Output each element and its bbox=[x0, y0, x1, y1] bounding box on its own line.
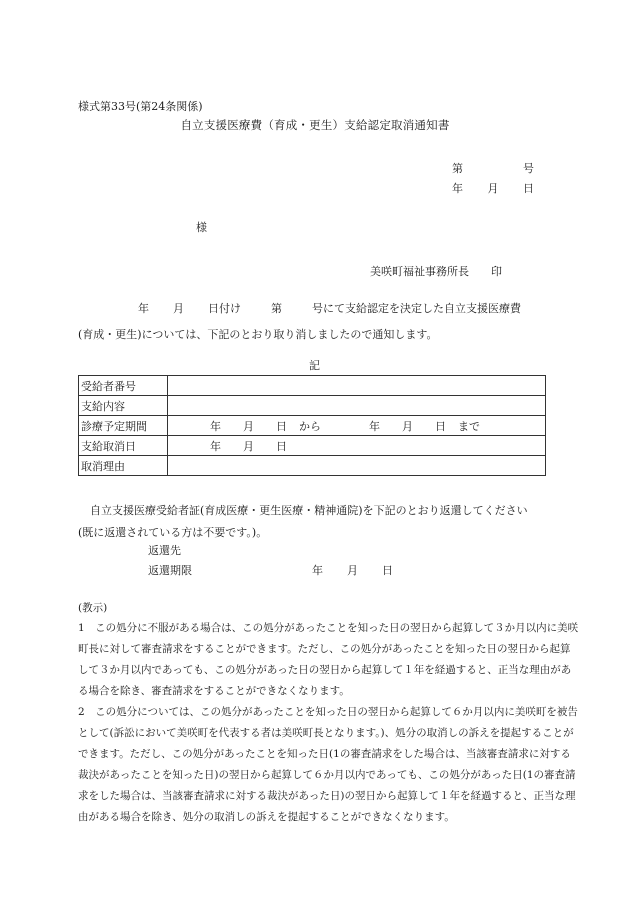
return-request-line1: 自立支援医療受給者証(育成医療・更生医療・精神通院)を下記のとおり返還してください bbox=[90, 504, 528, 517]
intro-dai: 第 bbox=[271, 302, 282, 315]
note-line: 1 この処分に不服がある場合は、この処分があったことを知った日の翌日から起算して３か月以内に美咲 bbox=[78, 622, 579, 634]
sender-name: 美咲町福祉事務所長 bbox=[370, 265, 469, 278]
return-request bbox=[78, 500, 548, 544]
document-title: 自立支援医療費（育成・更生）支給認定取消通知書 bbox=[180, 118, 450, 132]
intro-day-dated: 日付け bbox=[208, 302, 241, 315]
note-line: として(訴訟において美咲町を代表する者は美咲町長となります。)、処分の取消しの訴えを提起することが bbox=[78, 727, 574, 739]
note-line: 町長に対して審査請求をすることができます。ただし、この処分があったことを知った日の翌日から起算 bbox=[78, 643, 571, 655]
return-limit-date bbox=[312, 562, 393, 578]
note-line: 2 この処分については、この処分があったことを知った日の翌日から起算して６か月以内に美咲町を被告 bbox=[78, 706, 578, 718]
table-row bbox=[79, 456, 546, 476]
period-from: から bbox=[299, 419, 321, 433]
ki-heading: 記 bbox=[309, 359, 320, 372]
note-line: 由がある場合を除き、処分の取消しの訴えを提起することができなくなります。 bbox=[78, 811, 455, 823]
intro-month: 月 bbox=[173, 302, 184, 315]
return-request-line2: (既に返還されている方は不要です。)。 bbox=[78, 526, 268, 539]
period-day-1: 日 bbox=[276, 419, 287, 433]
row-label: 取消理由 bbox=[79, 456, 168, 476]
document-number bbox=[452, 160, 534, 176]
doc-date-month: 月 bbox=[487, 182, 499, 195]
note-line: 求をした場合は、当該審査請求に対する裁決があった日)の翌日から起算して１年を経過すると、正当な理 bbox=[78, 790, 576, 802]
period-month-1: 月 bbox=[243, 419, 254, 433]
note-line: できます。ただし、この処分があったことを知った日(1の審査請求をした場合は、当該審査請求に対する bbox=[78, 748, 571, 760]
intro-line2: (育成・更生)については、下記のとおり取り消しましたので通知します。 bbox=[78, 328, 438, 341]
period-year-1: 年 bbox=[210, 419, 221, 433]
return-limit-label: 返還期限 bbox=[148, 564, 192, 577]
period-month-2: 月 bbox=[402, 419, 413, 433]
row-value bbox=[168, 456, 546, 476]
doc-number-dai: 第 bbox=[452, 162, 463, 175]
return-limit-year: 年 bbox=[312, 564, 323, 577]
row-value bbox=[168, 436, 546, 456]
teaching-notes bbox=[78, 618, 579, 828]
doc-date-year: 年 bbox=[452, 182, 463, 195]
intro-year: 年 bbox=[138, 302, 149, 315]
period-day-2: 日 bbox=[435, 419, 446, 433]
cancel-day: 日 bbox=[276, 439, 287, 453]
intro-paragraph bbox=[78, 300, 548, 342]
table-row bbox=[79, 396, 546, 416]
period-to: まで bbox=[458, 419, 480, 433]
recipient-suffix: 様 bbox=[196, 221, 207, 234]
period-year-2: 年 bbox=[369, 419, 380, 433]
table-row bbox=[79, 376, 546, 396]
table-row bbox=[79, 436, 546, 456]
row-label: 支給取消日 bbox=[79, 436, 168, 456]
note-line: して３か月以内であっても、この処分があった日の翌日から起算して１年を経過すると、正当な理由があ bbox=[78, 664, 572, 676]
doc-number-go: 号 bbox=[523, 162, 534, 175]
note-line: 裁決があったことを知った日)の翌日から起算して６か月以内であっても、この処分があった日(1の審査請 bbox=[78, 769, 576, 781]
row-label: 支給内容 bbox=[79, 396, 168, 416]
form-number: 様式第33号(第24条関係) bbox=[78, 100, 203, 113]
seal-mark: 印 bbox=[491, 265, 502, 278]
row-value bbox=[168, 396, 546, 416]
row-label: 診療予定期間 bbox=[79, 416, 168, 436]
cancel-year: 年 bbox=[210, 439, 221, 453]
sender bbox=[370, 263, 502, 279]
return-to-label: 返還先 bbox=[148, 544, 181, 557]
teaching-heading: (教示) bbox=[78, 602, 108, 614]
row-value bbox=[168, 376, 546, 396]
table-row bbox=[79, 416, 546, 436]
cancel-month: 月 bbox=[243, 439, 254, 453]
doc-date-day: 日 bbox=[523, 182, 534, 195]
details-table bbox=[78, 375, 546, 476]
note-line: る場合を除き、審査請求をすることができなくなります。 bbox=[78, 685, 350, 697]
return-limit-day: 日 bbox=[382, 564, 393, 577]
return-limit-month: 月 bbox=[347, 564, 358, 577]
intro-go-rest: 号にて支給認定を決定した自立支援医療費 bbox=[312, 302, 521, 315]
row-value bbox=[168, 416, 546, 436]
row-label: 受給者番号 bbox=[79, 376, 168, 396]
document-date bbox=[452, 180, 534, 196]
